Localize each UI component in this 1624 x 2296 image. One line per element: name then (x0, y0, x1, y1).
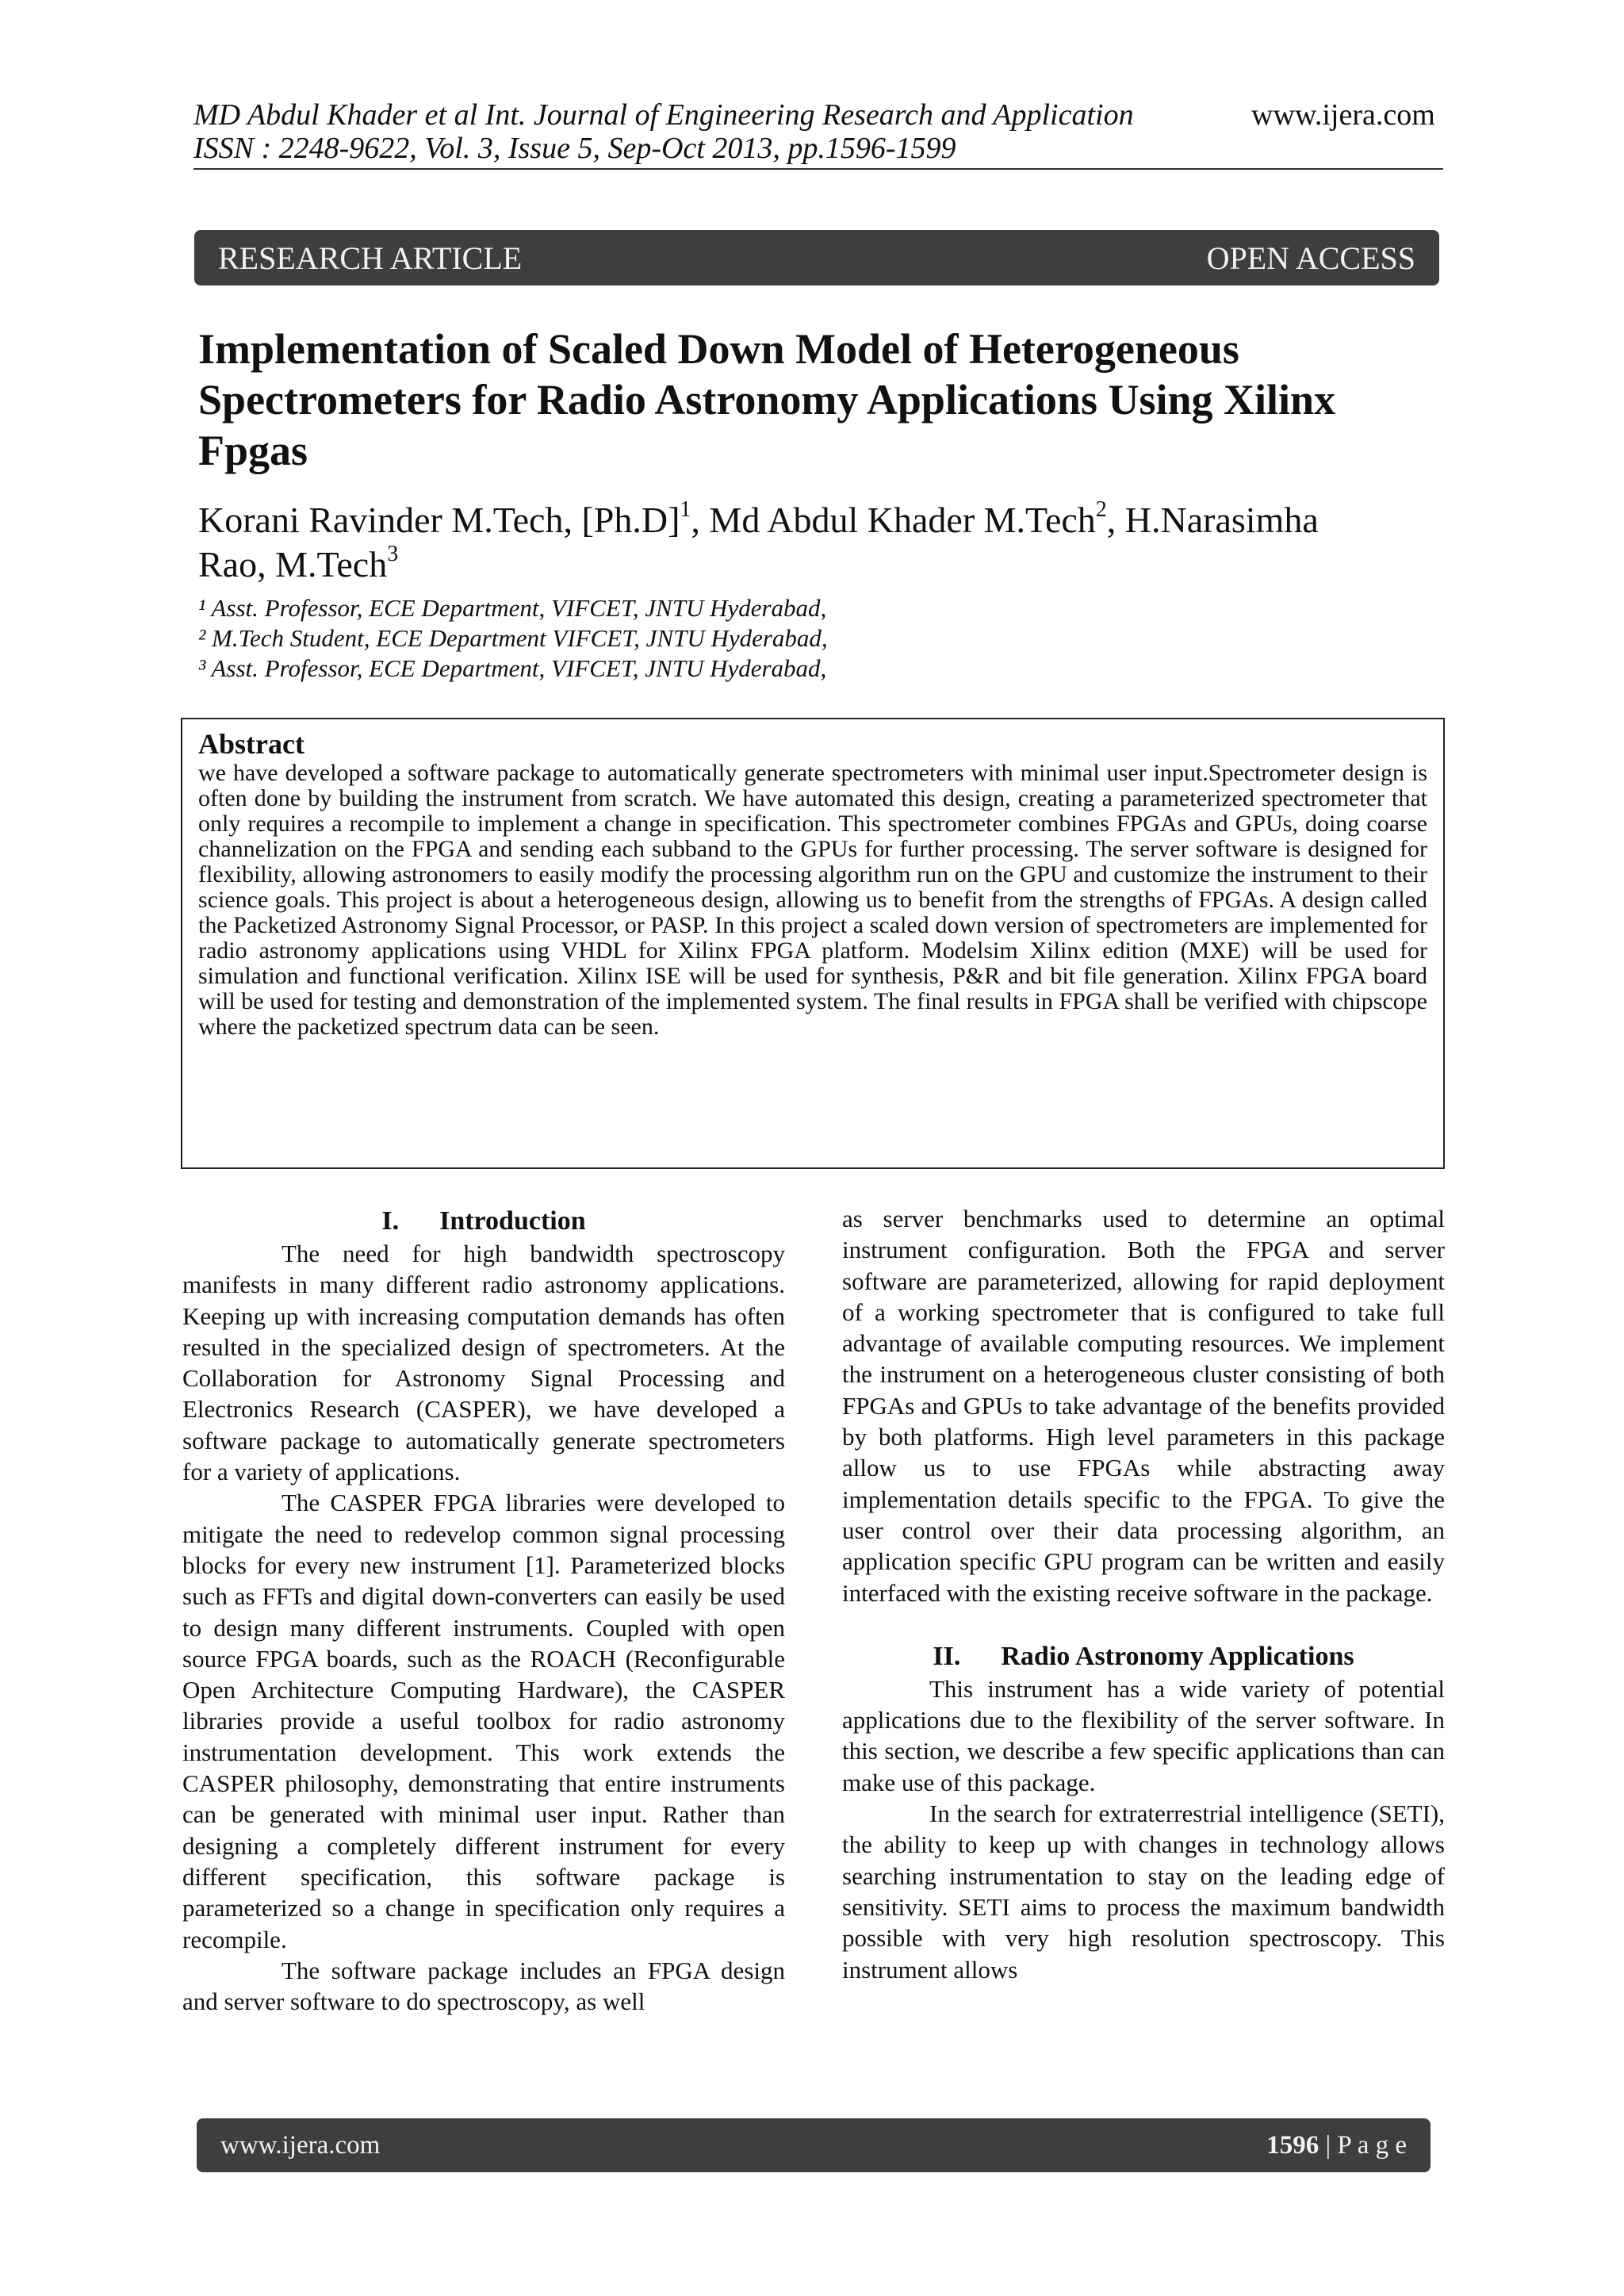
issn-line: ISSN : 2248-9622, Vol. 3, Issue 5, Sep-Oct 2013, pp.1596-1599 (193, 132, 956, 165)
author-2-sup: 2 (1095, 497, 1107, 522)
section-2-heading: II. Radio Astronomy Applications (933, 1641, 1354, 1671)
abstract-box (181, 718, 1445, 1169)
author-2: , Md Abdul Khader M.Tech (691, 500, 1096, 540)
left-column (182, 1205, 785, 2017)
author-1-sup: 1 (680, 497, 691, 522)
author-1: Korani Ravinder M.Tech, [Ph.D] (198, 500, 680, 540)
abstract-text: we have developed a software package to automatically generate spectrometers with minimal user input.Spectrometer design is often done by building the instrument from scratch. We have automated this design, creating a parameterized spectrometer that only requires a recompile to implement a change in specification. This spectrometer combines FPGAs and GPUs, doing coarse channelization on the FPGA and sending each subband to the GPUs for further processing. The server software is designed for flexibility, allowing astronomers to easily modify the processing algorithm run on the GPU and customize the instrument to their science goals. This project is about a heterogeneous design, allowing us to benefit from the strengths of FPGAs. A design called the Packetized Astronomy Signal Processor, or PASP. In this project a scaled down version of spectrometers are implemented for radio astronomy applications using VHDL for Xilinx FPGA platform. Modelsim Xilinx edition (MXE) will be used for simulation and functional verification. Xilinx ISE will be used for synthesis, P&R and bit file generation. Xilinx FPGA board will be used for testing and demonstration of the implemented system. The final results in FPGA shall be verified with chipscope where the packetized spectrum data can be seen. (198, 760, 1427, 1040)
page-number: 1596 (1266, 2130, 1320, 2160)
right-column (842, 1203, 1445, 1985)
author-3-rest: Rao, M.Tech (198, 544, 388, 585)
title-line-1: Implementation of Scaled Down Model of Heterogeneous (198, 325, 1239, 373)
intro-paragraph-3: The software package includes an FPGA design and server software to do spectroscopy, as well (182, 1956, 785, 2016)
section-gap (842, 1608, 1445, 1640)
journal-citation: MD Abdul Khader et al Int. Journal of Engineering Research and Application (193, 98, 1134, 132)
section-1-heading: I. Introduction (381, 1206, 586, 1236)
author-list (198, 498, 1435, 587)
journal-website: www.ijera.com (1251, 98, 1435, 132)
abstract-heading: Abstract (198, 728, 304, 760)
footer-page (1266, 2131, 1407, 2160)
author-3-sup: 3 (387, 542, 399, 566)
intro-paragraph-1: The need for high bandwidth spectroscopy manifests in many different radio astronomy applications. Keeping up with increasing computation demands has often resulted in the specialized design of spectrometers. At the Collaboration for Astronomy Signal Processing and Electronics Research (CASPER), we have developed a software package to automatically generate spectrometers for a variety of applications. (182, 1240, 785, 1486)
affiliation-1: ¹ Asst. Professor, ECE Department, VIFCET, JNTU Hyderabad, (198, 594, 827, 622)
footer-website: www.ijera.com (220, 2130, 381, 2160)
page-footer (197, 2118, 1431, 2172)
article-type-banner (194, 230, 1439, 286)
author-line-2 (198, 542, 1435, 587)
intro-paragraph-2: The CASPER FPGA libraries were developed to mitigate the need to redevelop common signal processing blocks for every new instrument [1]. Parameterized blocks such as FFTs and digital down-converters can easily be used to design many different instruments. Coupled with open source FPGA boards, such as the ROACH (Reconfigurable Open Architecture Computing Hardware), the CASPER libraries provide a useful toolbox for radio astronomy instrumentation development. This work extends the CASPER philosophy, demonstrating that entire instruments can be generated with minimal user input. Rather than designing a completely different instrument for every different specification, this software package is parameterized so a change in specification only requires a recompile. (182, 1489, 785, 1953)
intro-paragraph-3-continued: as server benchmarks used to determine an optimal instrument configuration. Both the FPGA and server software are parameterized, allowing for rapid deployment of a working spectrometer that is configured to take full advantage of available computing resources. We implement the instrument on a heterogeneous cluster consisting of both FPGAs and GPUs to take advantage of the benefits provided by both platforms. High level parameters in this package allow us to use FPGAs while abstracting away implementation details specific to the FPGA. To give the user control over their data processing algorithm, an application specific GPU program can be written and easily interfaced with the existing receive software in the package. (842, 1205, 1445, 1607)
applications-paragraph-1: This instrument has a wide variety of potential applications due to the flexibility of the server software. In this section, we describe a few specific applications than can make use of this package. (842, 1674, 1445, 1796)
title-line-3: Fpgas (198, 427, 308, 474)
applications-paragraph-2: In the search for extraterrestrial intelligence (SETI), the ability to keep up with changes in technology allows searching instrumentation to stay on the leading edge of sensitivity. SETI aims to process the maximum bandwidth possible with very high resolution spectroscopy. This instrument allows (842, 1800, 1445, 1984)
author-line-1 (198, 498, 1435, 542)
research-article-label: RESEARCH ARTICLE (218, 240, 523, 276)
author-3-part: , H.Narasimha (1106, 500, 1319, 540)
page-label: | P a g e (1319, 2130, 1407, 2160)
affiliation-2: ² M.Tech Student, ECE Department VIFCET, JNTU Hyderabad, (198, 624, 828, 652)
title-line-2: Spectrometers for Radio Astronomy Applications Using Xilinx (198, 376, 1336, 424)
open-access-label: OPEN ACCESS (1206, 240, 1415, 276)
affiliations (198, 593, 828, 684)
header-rule (193, 168, 1443, 170)
paper-title (198, 324, 1435, 476)
affiliation-3: ³ Asst. Professor, ECE Department, VIFCET, JNTU Hyderabad, (198, 654, 827, 682)
